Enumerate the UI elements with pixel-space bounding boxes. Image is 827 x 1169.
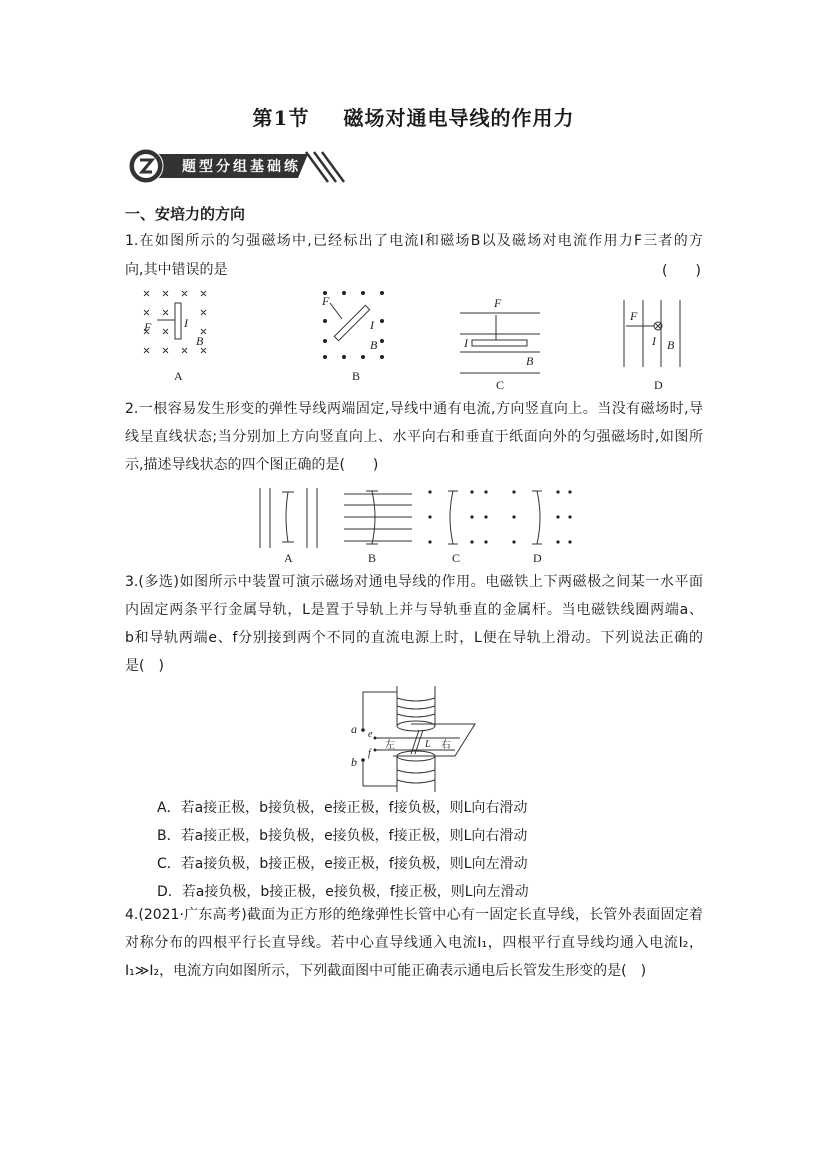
fig-label: A [174,369,183,383]
svg-text:B: B [667,338,675,352]
q2-text-line1: 2.一根容易发生形变的弹性导线两端固定,导线中通有电流,方向竖直向上。当没有磁场时,导 [125,401,703,417]
q1-fig-b [321,291,384,383]
fig-label: B [352,369,361,383]
svg-text:I: I [184,316,188,330]
svg-text:e: e [368,729,373,740]
q1-fig-a [143,291,206,383]
q3-figure [350,686,510,794]
q1-figure [130,285,710,390]
q2-text-line3: 示,描述导线状态的四个图正确的是( ) [125,457,379,473]
q2-text-line2: 线呈直线状态;当分别加上方向竖直向上、水平向右和垂直于纸面向外的匀强磁场时,如图所 [125,429,703,445]
svg-text:B: B [526,354,534,368]
q4-text-line3: I₁≫I₂，电流方向如图所示，下列截面图中可能正确表示通电后长管发生形变的是( ) [125,963,647,979]
svg-text:b: b [351,755,357,769]
fig-label: C [452,551,461,565]
svg-text:F: F [322,294,330,308]
section-number: 第1节 [252,106,310,130]
svg-text:I: I [370,318,374,332]
svg-text:I: I [652,334,656,348]
section-heading: 一、安培力的方向 [125,205,246,223]
svg-text:L: L [425,739,431,750]
q3-text-line2: 内固定两条平行金属导轨，L是置于导轨上并与导轨垂直的金属杆。当电磁铁线圈两端a、 [125,602,703,618]
page-title [0,102,827,131]
svg-text:F: F [494,296,502,310]
q1-answer-paren: ( ) [662,263,701,279]
q4-text-line2: 对称分布的四根平行长直导线。若中心直导线通入电流I₁，四根平行直导线均通入电流I₂， [125,935,703,951]
svg-text:I: I [464,336,468,350]
svg-text:右: 右 [441,740,451,751]
q1-text-line2: 向,其中错误的是 [125,262,228,278]
q3-option-a: A．若a接正极，b接负极，e接正极，f接负极，则L向右滑动 [157,800,528,816]
fig-label: A [284,551,293,565]
q3-text-line3: b和导轨两端e、f分别接到两个不同的直流电源上时，L便在导轨上滑动。下列说法正确的 [125,630,703,646]
q2-figure [252,482,572,566]
fig-label: D [654,378,663,390]
q3-text-line4: 是( ) [125,658,164,674]
q4-text-line1: 4.(2021·广东高考)截面为正方形的绝缘弹性长管中心有一固定长直导线，长管外表面固定着 [125,907,703,923]
fig-label: C [496,378,505,390]
svg-text:左: 左 [385,740,395,751]
svg-text:F: F [144,320,152,334]
q1-text-line1: 1.在如图所示的匀强磁场中,已经标出了电流I和磁场B以及磁场对电流作用力F三者的方 [125,233,703,249]
q3-option-c: C．若a接负极，b接正极，e接正极，f接负极，则L向左滑动 [157,856,528,872]
q3-text-line1: 3.(多选)如图所示中装置可演示磁场对通电导线的作用。电磁铁上下两磁极之间某一水平面 [125,574,703,590]
banner-label: 题型分组基础练 [182,159,301,175]
svg-text:B: B [196,334,204,348]
q3-option-b: B．若a接正极，b接负极，e接负极，f接正极，则L向右滑动 [157,828,528,844]
svg-text:B: B [370,338,378,352]
q1-fig-c [460,296,540,390]
q1-fig-d [624,300,680,390]
section-name: 磁场对通电导线的作用力 [343,106,575,130]
svg-text:f: f [368,748,371,759]
svg-text:a: a [351,722,357,736]
svg-text:F: F [630,309,638,323]
fig-label: D [533,551,542,565]
fig-label: B [368,551,377,565]
q3-option-d: D．若a接负极，b接正极，e接负极，f接正极，则L向左滑动 [157,884,529,900]
